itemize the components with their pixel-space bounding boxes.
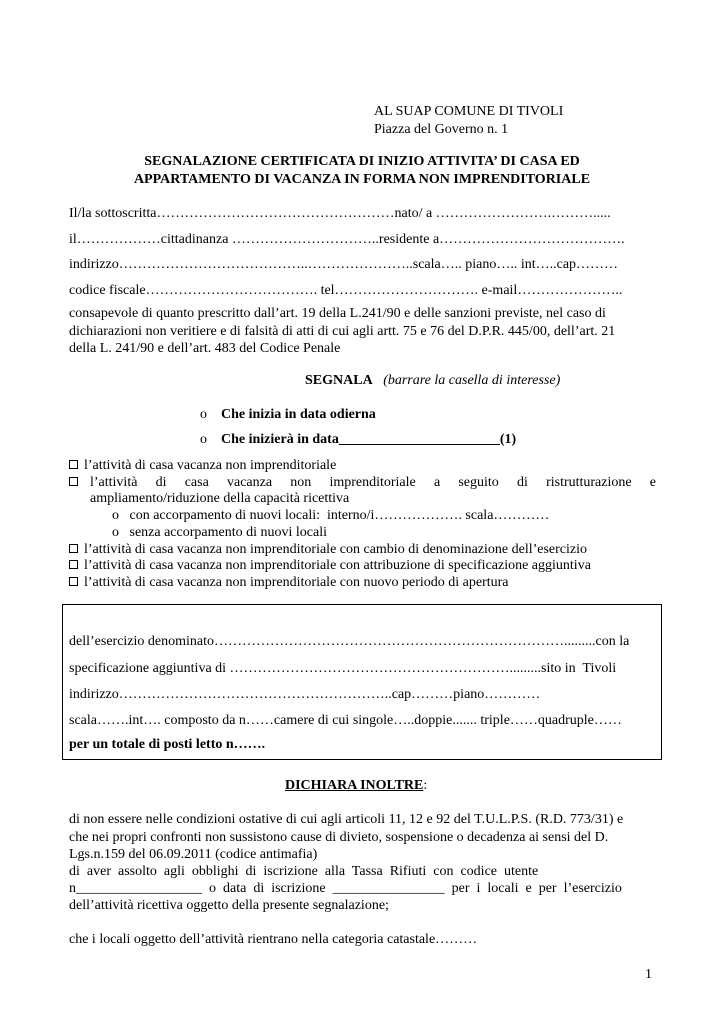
checkbox-item-1[interactable] bbox=[69, 457, 336, 474]
word: imprenditoriale bbox=[329, 475, 416, 490]
word: non bbox=[290, 475, 312, 490]
option-date-label: Che inizierà in data_______________________(1) bbox=[221, 432, 517, 447]
box-line-denomination: dell’esercizio denominato………………………………………………………………….........con la bbox=[69, 634, 630, 649]
box-line-specification: specificazione aggiuntiva di …………………………………………………….........sito in Tivoli bbox=[69, 661, 617, 676]
checkbox-icon[interactable] bbox=[69, 460, 78, 469]
checkbox-item-5-label: l’attività di casa vacanza non imprenditoriale con nuovo periodo di apertura bbox=[84, 575, 509, 590]
word: l’attività bbox=[90, 475, 138, 490]
segnala-heading bbox=[305, 372, 560, 389]
sub-option-with-merge-label: con accorpamento di nuovi locali: interno/i………………. scala………… bbox=[129, 508, 550, 523]
word: a bbox=[433, 475, 441, 490]
radio-option-today[interactable] bbox=[200, 406, 376, 423]
dichiara-heading bbox=[285, 777, 427, 794]
sub-option-without-merge[interactable] bbox=[112, 524, 327, 541]
form-line-citizenship: il………………cittadinanza …………………………..residente a…………………………………. bbox=[69, 232, 625, 247]
dichiara-p1-line-2: che nei propri confronti non sussistono cause di divieto, sospensione o decadenza ai sensi del D. bbox=[69, 830, 609, 845]
word: e bbox=[649, 475, 656, 490]
dichiara-p2-line-3: dell’attività ricettiva oggetto della presente segnalazione; bbox=[69, 898, 389, 913]
option-today-label: Che inizia in data odierna bbox=[221, 407, 376, 422]
radio-bullet-icon: o bbox=[200, 407, 207, 422]
consapevole-line-2: dichiarazioni non veritiere e di falsità di atti di cui agli artt. 75 e 76 del D.P.R. 445/00, dell’art. 21 bbox=[69, 324, 616, 339]
recipient-line-2: Piazza del Governo n. 1 bbox=[374, 122, 509, 137]
checkbox-item-1-label: l’attività di casa vacanza non imprenditoriale bbox=[84, 458, 337, 473]
checkbox-item-2-label bbox=[90, 474, 656, 491]
radio-bullet-icon: o bbox=[200, 432, 207, 447]
recipient-line-1: AL SUAP COMUNE DI TIVOLI bbox=[374, 104, 564, 119]
word: ristrutturazione bbox=[546, 475, 632, 490]
consapevole-line-3: della L. 241/90 e dell’art. 483 del Codice Penale bbox=[69, 341, 341, 356]
box-line-total-beds: per un totale di posti letto n……. bbox=[69, 737, 266, 752]
checkbox-item-3-label: l’attività di casa vacanza non imprenditoriale con cambio di denominazione dell’esercizio bbox=[84, 542, 588, 557]
radio-option-date[interactable] bbox=[200, 431, 516, 448]
word: di bbox=[516, 475, 528, 490]
sub-option-without-merge-label: senza accorpamento di nuovi locali bbox=[129, 525, 327, 540]
form-line-name: Il/la sottoscritta……………………………………………nato/ a …………………….………..... bbox=[69, 206, 611, 221]
sub-option-with-merge[interactable] bbox=[112, 507, 549, 524]
form-line-fiscal-code: codice fiscale………………………………. tel…………………………. e-mail………………….. bbox=[69, 283, 623, 298]
word: di bbox=[155, 475, 167, 490]
document-title-line-2: APPARTAMENTO DI VACANZA IN FORMA NON IMPRENDITORIALE bbox=[133, 172, 591, 187]
checkbox-item-4[interactable] bbox=[69, 557, 591, 574]
dichiara-p2-line-2: n__________________ o data di iscrizione ________________ per i locali e per l’esercizio bbox=[69, 881, 622, 896]
dichiara-p3: che i locali oggetto dell’attività rientrano nella categoria catastale……… bbox=[69, 932, 478, 947]
box-line-address: indirizzo…………………………………………………..cap………piano………… bbox=[69, 687, 541, 702]
dichiara-p2-line-1: di aver assolto agli obblighi di iscrizione alla Tassa Rifiuti con codice utente bbox=[69, 864, 539, 879]
page-number: 1 bbox=[645, 967, 652, 982]
checkbox-icon[interactable] bbox=[69, 577, 78, 586]
checkbox-icon[interactable] bbox=[69, 560, 78, 569]
dichiara-heading-label: DICHIARA INOLTRE bbox=[285, 778, 424, 793]
checkbox-item-4-label: l’attività di casa vacanza non imprenditoriale con attribuzione di specificazione aggiuntiva bbox=[84, 558, 591, 573]
checkbox-icon[interactable] bbox=[69, 544, 78, 553]
form-line-address: indirizzo…………………………………..…………………..scala….. piano….. int…..cap……… bbox=[69, 257, 619, 272]
word: casa bbox=[184, 475, 209, 490]
document-title-line-1: SEGNALAZIONE CERTIFICATA DI INIZIO ATTIVITA’ DI CASA ED bbox=[144, 154, 580, 169]
dichiara-colon: : bbox=[423, 778, 428, 793]
dichiara-p1-line-3: Lgs.n.159 del 06.09.2011 (codice antimafia) bbox=[69, 847, 318, 862]
segnala-label: SEGNALA bbox=[305, 373, 373, 388]
segnala-note: (barrare la casella di interesse) bbox=[383, 373, 561, 388]
checkbox-item-2[interactable] bbox=[69, 474, 84, 491]
box-line-rooms: scala…….int…. composto da n……camere di cui singole…..doppie....... triple……quadruple…… bbox=[69, 713, 622, 728]
radio-bullet-icon: o bbox=[112, 525, 119, 540]
checkbox-item-3[interactable] bbox=[69, 541, 587, 558]
word: vacanza bbox=[226, 475, 273, 490]
checkbox-icon[interactable] bbox=[69, 477, 78, 486]
word: seguito bbox=[458, 475, 499, 490]
radio-bullet-icon: o bbox=[112, 508, 119, 523]
checkbox-item-2-continuation: ampliamento/riduzione della capacità ricettiva bbox=[90, 491, 350, 506]
consapevole-line-1: consapevole di quanto prescritto dall’art. 19 della L.241/90 e delle sanzioni previste, nel caso di bbox=[69, 306, 606, 321]
dichiara-p1-line-1: di non essere nelle condizioni ostative di cui agli articoli 11, 12 e 92 del T.U.L.P.S. (R.D. 773/31) e bbox=[69, 812, 624, 827]
checkbox-item-5[interactable] bbox=[69, 574, 509, 591]
